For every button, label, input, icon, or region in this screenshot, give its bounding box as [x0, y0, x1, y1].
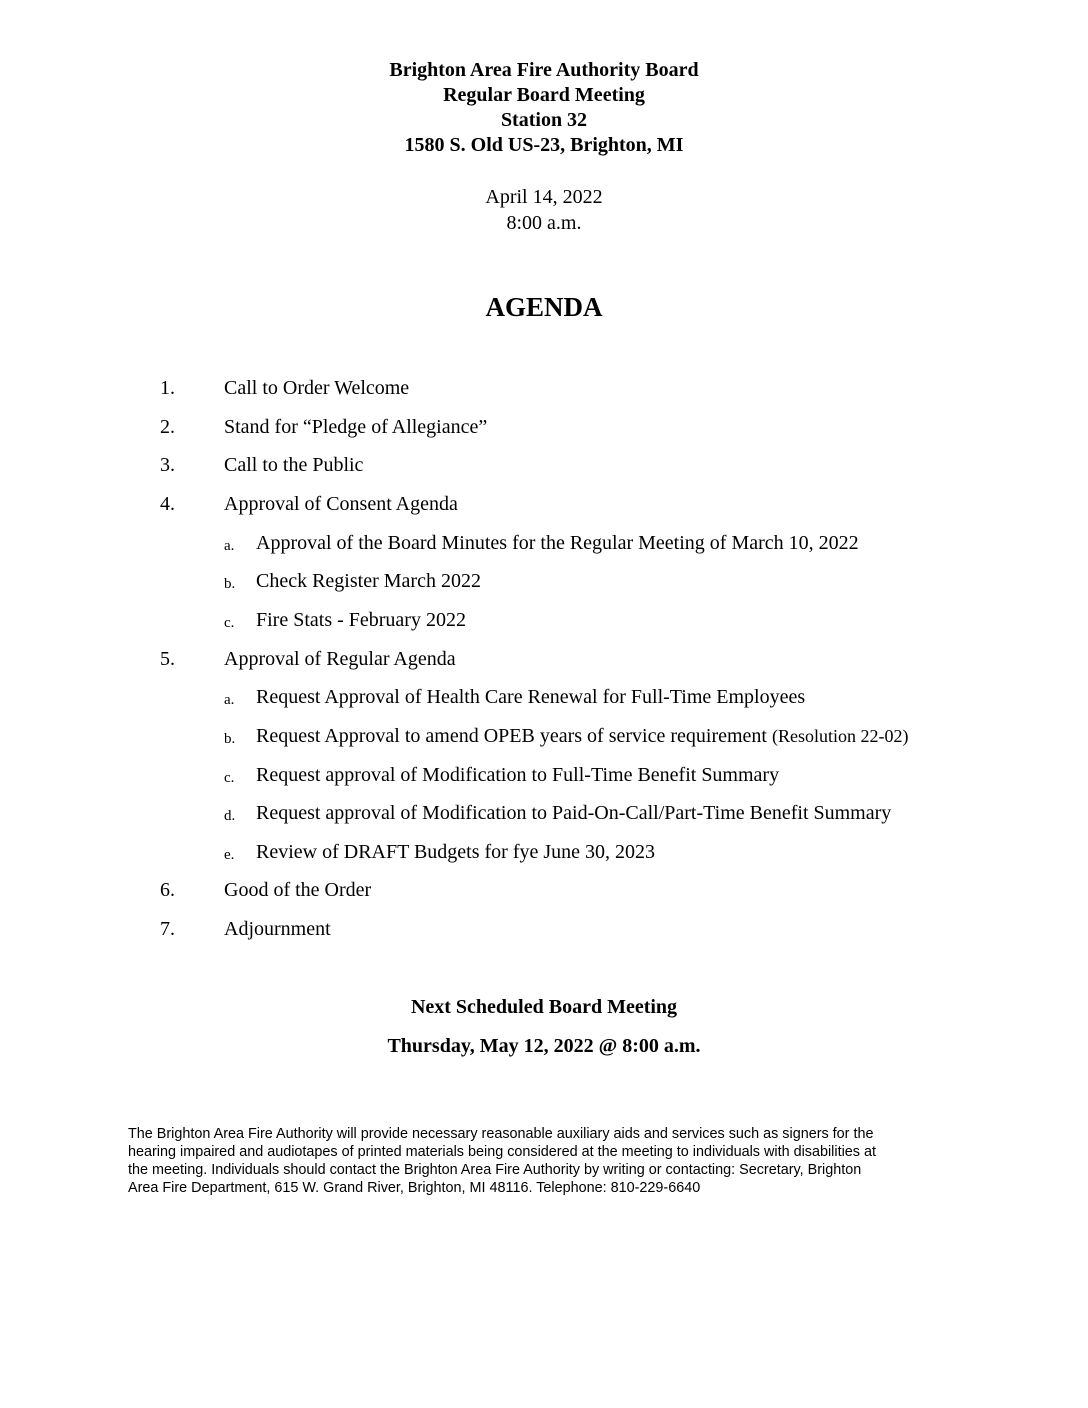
agenda-item-number: 6. — [160, 879, 175, 901]
meeting-date: April 14, 2022 — [485, 186, 603, 208]
station-address: 1580 S. Old US-23, Brighton, MI — [404, 134, 684, 156]
agenda-subitem-letter: a. — [224, 538, 235, 554]
meeting-time: 8:00 a.m. — [506, 212, 582, 234]
agenda-subitem-letter: d. — [224, 808, 236, 824]
agenda-subitem-letter: c. — [224, 770, 235, 786]
next-meeting-datetime: Thursday, May 12, 2022 @ 8:00 a.m. — [387, 1035, 701, 1057]
agenda-subitem-text: Fire Stats - February 2022 — [256, 609, 466, 631]
agenda-subitem-text: Review of DRAFT Budgets for fye June 30, 2023 — [256, 841, 656, 863]
notice-line: Area Fire Department, 615 W. Grand River, Brighton, MI 48116. Telephone: 810-229-6640 — [128, 1180, 701, 1196]
agenda-subitem-letter: b. — [224, 731, 236, 747]
agenda-item-text: Approval of Consent Agenda — [224, 493, 458, 515]
next-meeting-heading: Next Scheduled Board Meeting — [410, 996, 678, 1018]
agenda-title: AGENDA — [485, 292, 603, 322]
agenda-subitem-letter: e. — [224, 847, 235, 863]
notice-line: hearing impaired and audiotapes of printed materials being considered at the meeting to individuals with disabilities at — [128, 1144, 876, 1160]
meeting-datetime — [0, 184, 1088, 236]
agenda-item-number: 3. — [160, 454, 175, 476]
agenda-item-text: Stand for “Pledge of Allegiance” — [224, 416, 488, 438]
resolution-note: (Resolution 22-02) — [771, 726, 909, 746]
station-name: Station 32 — [500, 109, 588, 131]
document-header — [0, 58, 1088, 158]
agenda-item-text: Adjournment — [224, 918, 331, 940]
agenda-item-number: 5. — [160, 648, 175, 670]
notice-line: The Brighton Area Fire Authority will provide necessary reasonable auxiliary aids and services such as signers for the — [128, 1126, 874, 1142]
agenda-item-text: Approval of Regular Agenda — [224, 648, 456, 670]
agenda-subitem-letter: a. — [224, 692, 235, 708]
agenda-item-text: Good of the Order — [224, 879, 372, 901]
agenda-item-number: 2. — [160, 416, 175, 438]
agenda-subitem-letter: c. — [224, 615, 235, 631]
agenda-subitem-text: Request Approval of Health Care Renewal for Full-Time Employees — [256, 686, 806, 708]
board-name: Brighton Area Fire Authority Board — [389, 59, 699, 81]
meeting-type: Regular Board Meeting — [443, 84, 645, 106]
agenda-subitem-text: Check Register March 2022 — [256, 570, 481, 592]
notice-line: the meeting. Individuals should contact the Brighton Area Fire Authority by writing or contacting: Secretary, Brighton — [128, 1162, 862, 1178]
agenda-item-text: Call to the Public — [224, 454, 364, 476]
accessibility-notice — [128, 1125, 968, 1197]
agenda-item-text: Call to Order Welcome — [224, 377, 410, 399]
agenda-subitem-letter: b. — [224, 576, 236, 592]
agenda-subitem-text: Approval of the Board Minutes for the Regular Meeting of March 10, 2022 — [256, 532, 859, 554]
agenda-item-number: 7. — [160, 918, 175, 940]
agenda-subitem-text: Request approval of Modification to Full-Time Benefit Summary — [256, 764, 780, 786]
agenda-item-number: 4. — [160, 493, 175, 515]
agenda-subitem-text: Request approval of Modification to Paid-On-Call/Part-Time Benefit Summary — [256, 802, 892, 824]
agenda-subitem-text: Request Approval to amend OPEB years of service requirement — [256, 725, 767, 747]
agenda-item-number: 1. — [160, 377, 175, 399]
